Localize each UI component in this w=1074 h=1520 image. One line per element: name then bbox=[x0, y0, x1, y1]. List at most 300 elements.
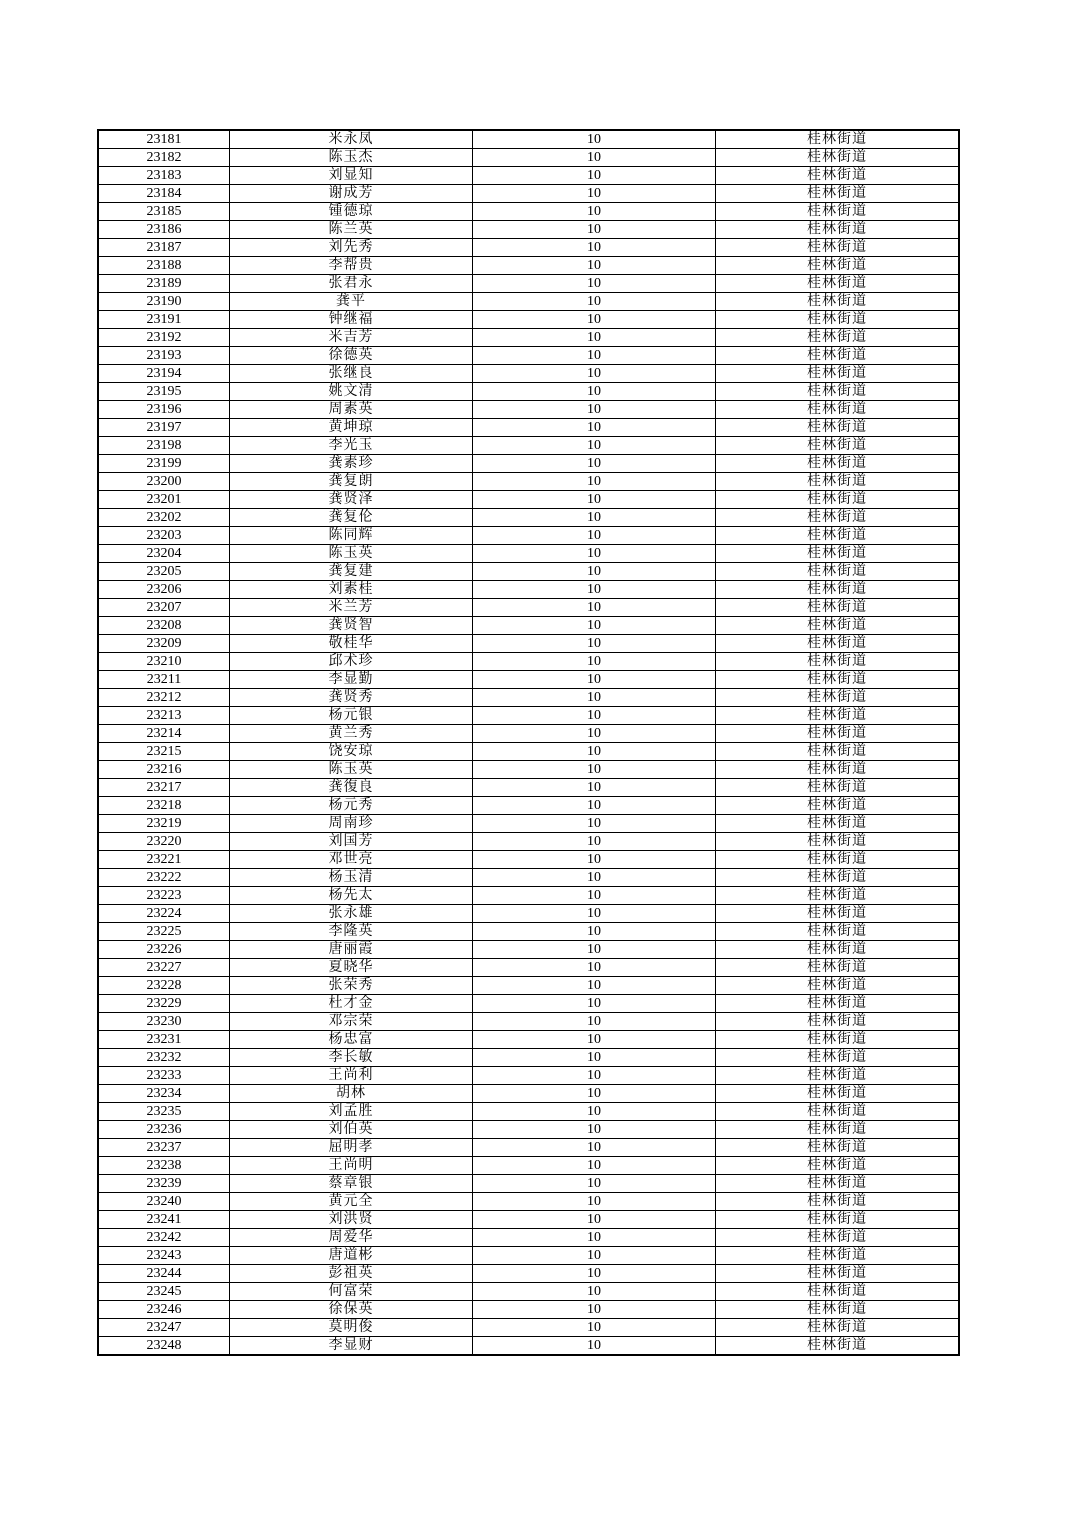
table-row bbox=[98, 1031, 959, 1049]
table-row bbox=[98, 761, 959, 779]
table-row bbox=[98, 581, 959, 599]
person-name-cell: 王尚明 bbox=[230, 1157, 473, 1175]
table-row bbox=[98, 437, 959, 455]
row-number-cell: 23214 bbox=[98, 725, 230, 743]
row-number-cell: 23196 bbox=[98, 401, 230, 419]
amount-cell: 10 bbox=[473, 689, 716, 707]
table-row bbox=[98, 743, 959, 761]
person-name-cell: 龚復良 bbox=[230, 779, 473, 797]
street-area-cell: 桂林街道 bbox=[716, 455, 960, 473]
street-area-cell: 桂林街道 bbox=[716, 959, 960, 977]
person-name-cell: 杨玉清 bbox=[230, 869, 473, 887]
person-name-cell: 锺德琼 bbox=[230, 203, 473, 221]
roster-table-body bbox=[98, 130, 959, 1355]
amount-cell: 10 bbox=[473, 923, 716, 941]
person-name-cell: 屈明孝 bbox=[230, 1139, 473, 1157]
row-number-cell: 23221 bbox=[98, 851, 230, 869]
amount-cell: 10 bbox=[473, 167, 716, 185]
amount-cell: 10 bbox=[473, 239, 716, 257]
row-number-cell: 23184 bbox=[98, 185, 230, 203]
amount-cell: 10 bbox=[473, 1265, 716, 1283]
person-name-cell: 饶安琼 bbox=[230, 743, 473, 761]
row-number-cell: 23192 bbox=[98, 329, 230, 347]
row-number-cell: 23212 bbox=[98, 689, 230, 707]
person-name-cell: 龚平 bbox=[230, 293, 473, 311]
row-number-cell: 23194 bbox=[98, 365, 230, 383]
person-name-cell: 张永雄 bbox=[230, 905, 473, 923]
row-number-cell: 23217 bbox=[98, 779, 230, 797]
amount-cell: 10 bbox=[473, 1157, 716, 1175]
street-area-cell: 桂林街道 bbox=[716, 941, 960, 959]
table-row bbox=[98, 275, 959, 293]
amount-cell: 10 bbox=[473, 527, 716, 545]
amount-cell: 10 bbox=[473, 1193, 716, 1211]
row-number-cell: 23241 bbox=[98, 1211, 230, 1229]
street-area-cell: 桂林街道 bbox=[716, 329, 960, 347]
street-area-cell: 桂林街道 bbox=[716, 923, 960, 941]
person-name-cell: 彭祖英 bbox=[230, 1265, 473, 1283]
row-number-cell: 23225 bbox=[98, 923, 230, 941]
table-row bbox=[98, 599, 959, 617]
amount-cell: 10 bbox=[473, 1319, 716, 1337]
table-row bbox=[98, 1067, 959, 1085]
person-name-cell: 李隆英 bbox=[230, 923, 473, 941]
street-area-cell: 桂林街道 bbox=[716, 905, 960, 923]
person-name-cell: 李显勤 bbox=[230, 671, 473, 689]
street-area-cell: 桂林街道 bbox=[716, 509, 960, 527]
amount-cell: 10 bbox=[473, 1301, 716, 1319]
amount-cell: 10 bbox=[473, 599, 716, 617]
person-name-cell: 刘显知 bbox=[230, 167, 473, 185]
amount-cell: 10 bbox=[473, 185, 716, 203]
table-row bbox=[98, 257, 959, 275]
street-area-cell: 桂林街道 bbox=[716, 689, 960, 707]
row-number-cell: 23245 bbox=[98, 1283, 230, 1301]
amount-cell: 10 bbox=[473, 707, 716, 725]
amount-cell: 10 bbox=[473, 959, 716, 977]
table-row bbox=[98, 977, 959, 995]
person-name-cell: 陈玉英 bbox=[230, 545, 473, 563]
row-number-cell: 23188 bbox=[98, 257, 230, 275]
table-row bbox=[98, 329, 959, 347]
table-row bbox=[98, 851, 959, 869]
street-area-cell: 桂林街道 bbox=[716, 185, 960, 203]
table-row bbox=[98, 239, 959, 257]
row-number-cell: 23203 bbox=[98, 527, 230, 545]
street-area-cell: 桂林街道 bbox=[716, 347, 960, 365]
person-name-cell: 周爱华 bbox=[230, 1229, 473, 1247]
table-row bbox=[98, 1085, 959, 1103]
table-row bbox=[98, 293, 959, 311]
street-area-cell: 桂林街道 bbox=[716, 653, 960, 671]
street-area-cell: 桂林街道 bbox=[716, 1121, 960, 1139]
table-row bbox=[98, 959, 959, 977]
street-area-cell: 桂林街道 bbox=[716, 1229, 960, 1247]
person-name-cell: 龚贤智 bbox=[230, 617, 473, 635]
person-name-cell: 敬桂华 bbox=[230, 635, 473, 653]
street-area-cell: 桂林街道 bbox=[716, 1193, 960, 1211]
person-name-cell: 唐道彬 bbox=[230, 1247, 473, 1265]
person-name-cell: 李光玉 bbox=[230, 437, 473, 455]
table-row bbox=[98, 1175, 959, 1193]
amount-cell: 10 bbox=[473, 491, 716, 509]
table-row bbox=[98, 1103, 959, 1121]
person-name-cell: 龚贤秀 bbox=[230, 689, 473, 707]
person-name-cell: 陈兰英 bbox=[230, 221, 473, 239]
amount-cell: 10 bbox=[473, 203, 716, 221]
street-area-cell: 桂林街道 bbox=[716, 1283, 960, 1301]
row-number-cell: 23216 bbox=[98, 761, 230, 779]
table-row bbox=[98, 1319, 959, 1337]
person-name-cell: 黄兰秀 bbox=[230, 725, 473, 743]
table-row bbox=[98, 383, 959, 401]
person-name-cell: 米永凤 bbox=[230, 130, 473, 149]
amount-cell: 10 bbox=[473, 455, 716, 473]
street-area-cell: 桂林街道 bbox=[716, 851, 960, 869]
amount-cell: 10 bbox=[473, 905, 716, 923]
table-row bbox=[98, 527, 959, 545]
street-area-cell: 桂林街道 bbox=[716, 1301, 960, 1319]
row-number-cell: 23243 bbox=[98, 1247, 230, 1265]
amount-cell: 10 bbox=[473, 995, 716, 1013]
amount-cell: 10 bbox=[473, 815, 716, 833]
person-name-cell: 龚复建 bbox=[230, 563, 473, 581]
person-name-cell: 刘素桂 bbox=[230, 581, 473, 599]
row-number-cell: 23208 bbox=[98, 617, 230, 635]
street-area-cell: 桂林街道 bbox=[716, 311, 960, 329]
amount-cell: 10 bbox=[473, 1175, 716, 1193]
street-area-cell: 桂林街道 bbox=[716, 167, 960, 185]
street-area-cell: 桂林街道 bbox=[716, 635, 960, 653]
street-area-cell: 桂林街道 bbox=[716, 527, 960, 545]
table-row bbox=[98, 401, 959, 419]
street-area-cell: 桂林街道 bbox=[716, 545, 960, 563]
row-number-cell: 23227 bbox=[98, 959, 230, 977]
row-number-cell: 23219 bbox=[98, 815, 230, 833]
street-area-cell: 桂林街道 bbox=[716, 995, 960, 1013]
person-name-cell: 唐丽霞 bbox=[230, 941, 473, 959]
person-name-cell: 李长敏 bbox=[230, 1049, 473, 1067]
street-area-cell: 桂林街道 bbox=[716, 761, 960, 779]
street-area-cell: 桂林街道 bbox=[716, 1265, 960, 1283]
amount-cell: 10 bbox=[473, 509, 716, 527]
table-row bbox=[98, 995, 959, 1013]
street-area-cell: 桂林街道 bbox=[716, 221, 960, 239]
table-row bbox=[98, 1247, 959, 1265]
street-area-cell: 桂林街道 bbox=[716, 1085, 960, 1103]
amount-cell: 10 bbox=[473, 347, 716, 365]
amount-cell: 10 bbox=[473, 725, 716, 743]
row-number-cell: 23229 bbox=[98, 995, 230, 1013]
table-row bbox=[98, 707, 959, 725]
row-number-cell: 23228 bbox=[98, 977, 230, 995]
row-number-cell: 23238 bbox=[98, 1157, 230, 1175]
amount-cell: 10 bbox=[473, 977, 716, 995]
amount-cell: 10 bbox=[473, 545, 716, 563]
amount-cell: 10 bbox=[473, 1031, 716, 1049]
amount-cell: 10 bbox=[473, 887, 716, 905]
amount-cell: 10 bbox=[473, 329, 716, 347]
row-number-cell: 23198 bbox=[98, 437, 230, 455]
person-name-cell: 周南珍 bbox=[230, 815, 473, 833]
amount-cell: 10 bbox=[473, 1103, 716, 1121]
street-area-cell: 桂林街道 bbox=[716, 1103, 960, 1121]
person-name-cell: 黄坤琼 bbox=[230, 419, 473, 437]
table-row bbox=[98, 1229, 959, 1247]
row-number-cell: 23181 bbox=[98, 130, 230, 149]
row-number-cell: 23191 bbox=[98, 311, 230, 329]
table-row bbox=[98, 203, 959, 221]
person-name-cell: 何富荣 bbox=[230, 1283, 473, 1301]
person-name-cell: 刘国芳 bbox=[230, 833, 473, 851]
amount-cell: 10 bbox=[473, 1049, 716, 1067]
row-number-cell: 23210 bbox=[98, 653, 230, 671]
table-row bbox=[98, 185, 959, 203]
row-number-cell: 23183 bbox=[98, 167, 230, 185]
street-area-cell: 桂林街道 bbox=[716, 293, 960, 311]
person-name-cell: 杨忠富 bbox=[230, 1031, 473, 1049]
street-area-cell: 桂林街道 bbox=[716, 1139, 960, 1157]
person-name-cell: 张荣秀 bbox=[230, 977, 473, 995]
person-name-cell: 王尚利 bbox=[230, 1067, 473, 1085]
row-number-cell: 23182 bbox=[98, 149, 230, 167]
person-name-cell: 李帮贵 bbox=[230, 257, 473, 275]
row-number-cell: 23211 bbox=[98, 671, 230, 689]
street-area-cell: 桂林街道 bbox=[716, 671, 960, 689]
table-row bbox=[98, 887, 959, 905]
person-name-cell: 龚复伦 bbox=[230, 509, 473, 527]
street-area-cell: 桂林街道 bbox=[716, 707, 960, 725]
person-name-cell: 刘先秀 bbox=[230, 239, 473, 257]
row-number-cell: 23248 bbox=[98, 1337, 230, 1356]
row-number-cell: 23247 bbox=[98, 1319, 230, 1337]
amount-cell: 10 bbox=[473, 635, 716, 653]
row-number-cell: 23200 bbox=[98, 473, 230, 491]
amount-cell: 10 bbox=[473, 743, 716, 761]
amount-cell: 10 bbox=[473, 869, 716, 887]
amount-cell: 10 bbox=[473, 581, 716, 599]
row-number-cell: 23209 bbox=[98, 635, 230, 653]
row-number-cell: 23236 bbox=[98, 1121, 230, 1139]
row-number-cell: 23205 bbox=[98, 563, 230, 581]
row-number-cell: 23213 bbox=[98, 707, 230, 725]
street-area-cell: 桂林街道 bbox=[716, 779, 960, 797]
amount-cell: 10 bbox=[473, 833, 716, 851]
person-name-cell: 陈玉杰 bbox=[230, 149, 473, 167]
amount-cell: 10 bbox=[473, 437, 716, 455]
table-row bbox=[98, 509, 959, 527]
amount-cell: 10 bbox=[473, 563, 716, 581]
street-area-cell: 桂林街道 bbox=[716, 1013, 960, 1031]
amount-cell: 10 bbox=[473, 1229, 716, 1247]
street-area-cell: 桂林街道 bbox=[716, 130, 960, 149]
person-name-cell: 张君永 bbox=[230, 275, 473, 293]
table-row bbox=[98, 563, 959, 581]
row-number-cell: 23185 bbox=[98, 203, 230, 221]
row-number-cell: 23234 bbox=[98, 1085, 230, 1103]
amount-cell: 10 bbox=[473, 130, 716, 149]
table-row bbox=[98, 419, 959, 437]
amount-cell: 10 bbox=[473, 1283, 716, 1301]
table-row bbox=[98, 941, 959, 959]
row-number-cell: 23232 bbox=[98, 1049, 230, 1067]
table-row bbox=[98, 905, 959, 923]
row-number-cell: 23231 bbox=[98, 1031, 230, 1049]
person-name-cell: 徐保英 bbox=[230, 1301, 473, 1319]
table-row bbox=[98, 1121, 959, 1139]
person-name-cell: 刘洪贤 bbox=[230, 1211, 473, 1229]
person-name-cell: 邱术珍 bbox=[230, 653, 473, 671]
amount-cell: 10 bbox=[473, 1121, 716, 1139]
amount-cell: 10 bbox=[473, 275, 716, 293]
person-name-cell: 杨先太 bbox=[230, 887, 473, 905]
street-area-cell: 桂林街道 bbox=[716, 725, 960, 743]
street-area-cell: 桂林街道 bbox=[716, 833, 960, 851]
person-name-cell: 谢成芳 bbox=[230, 185, 473, 203]
row-number-cell: 23193 bbox=[98, 347, 230, 365]
street-area-cell: 桂林街道 bbox=[716, 977, 960, 995]
table-row bbox=[98, 311, 959, 329]
person-name-cell: 莫明俊 bbox=[230, 1319, 473, 1337]
row-number-cell: 23204 bbox=[98, 545, 230, 563]
table-row bbox=[98, 653, 959, 671]
person-name-cell: 徐德英 bbox=[230, 347, 473, 365]
row-number-cell: 23240 bbox=[98, 1193, 230, 1211]
table-row bbox=[98, 1211, 959, 1229]
amount-cell: 10 bbox=[473, 851, 716, 869]
amount-cell: 10 bbox=[473, 221, 716, 239]
person-name-cell: 胡林 bbox=[230, 1085, 473, 1103]
street-area-cell: 桂林街道 bbox=[716, 1157, 960, 1175]
person-name-cell: 邓宗荣 bbox=[230, 1013, 473, 1031]
street-area-cell: 桂林街道 bbox=[716, 491, 960, 509]
street-area-cell: 桂林街道 bbox=[716, 581, 960, 599]
table-row bbox=[98, 149, 959, 167]
table-row bbox=[98, 635, 959, 653]
amount-cell: 10 bbox=[473, 797, 716, 815]
amount-cell: 10 bbox=[473, 257, 716, 275]
amount-cell: 10 bbox=[473, 473, 716, 491]
street-area-cell: 桂林街道 bbox=[716, 1319, 960, 1337]
amount-cell: 10 bbox=[473, 1247, 716, 1265]
table-row bbox=[98, 815, 959, 833]
row-number-cell: 23242 bbox=[98, 1229, 230, 1247]
table-row bbox=[98, 130, 959, 149]
street-area-cell: 桂林街道 bbox=[716, 1211, 960, 1229]
amount-cell: 10 bbox=[473, 365, 716, 383]
row-number-cell: 23222 bbox=[98, 869, 230, 887]
amount-cell: 10 bbox=[473, 653, 716, 671]
street-area-cell: 桂林街道 bbox=[716, 797, 960, 815]
street-area-cell: 桂林街道 bbox=[716, 401, 960, 419]
person-name-cell: 蔡章银 bbox=[230, 1175, 473, 1193]
street-area-cell: 桂林街道 bbox=[716, 149, 960, 167]
street-area-cell: 桂林街道 bbox=[716, 1031, 960, 1049]
table-row bbox=[98, 1337, 959, 1356]
table-row bbox=[98, 455, 959, 473]
person-name-cell: 邓世亮 bbox=[230, 851, 473, 869]
street-area-cell: 桂林街道 bbox=[716, 365, 960, 383]
row-number-cell: 23215 bbox=[98, 743, 230, 761]
table-row bbox=[98, 1301, 959, 1319]
amount-cell: 10 bbox=[473, 941, 716, 959]
row-number-cell: 23244 bbox=[98, 1265, 230, 1283]
table-row bbox=[98, 923, 959, 941]
amount-cell: 10 bbox=[473, 1211, 716, 1229]
street-area-cell: 桂林街道 bbox=[716, 815, 960, 833]
amount-cell: 10 bbox=[473, 293, 716, 311]
row-number-cell: 23233 bbox=[98, 1067, 230, 1085]
row-number-cell: 23190 bbox=[98, 293, 230, 311]
row-number-cell: 23195 bbox=[98, 383, 230, 401]
row-number-cell: 23189 bbox=[98, 275, 230, 293]
row-number-cell: 23223 bbox=[98, 887, 230, 905]
person-name-cell: 刘伯英 bbox=[230, 1121, 473, 1139]
amount-cell: 10 bbox=[473, 617, 716, 635]
person-name-cell: 钟继福 bbox=[230, 311, 473, 329]
street-area-cell: 桂林街道 bbox=[716, 1337, 960, 1356]
table-row bbox=[98, 617, 959, 635]
table-row bbox=[98, 221, 959, 239]
amount-cell: 10 bbox=[473, 401, 716, 419]
street-area-cell: 桂林街道 bbox=[716, 617, 960, 635]
amount-cell: 10 bbox=[473, 1139, 716, 1157]
table-row bbox=[98, 1049, 959, 1067]
row-number-cell: 23226 bbox=[98, 941, 230, 959]
row-number-cell: 23235 bbox=[98, 1103, 230, 1121]
amount-cell: 10 bbox=[473, 1085, 716, 1103]
person-name-cell: 龚素珍 bbox=[230, 455, 473, 473]
person-name-cell: 夏晓华 bbox=[230, 959, 473, 977]
street-area-cell: 桂林街道 bbox=[716, 887, 960, 905]
table-row bbox=[98, 797, 959, 815]
person-name-cell: 龚复朗 bbox=[230, 473, 473, 491]
street-area-cell: 桂林街道 bbox=[716, 275, 960, 293]
table-row bbox=[98, 347, 959, 365]
row-number-cell: 23224 bbox=[98, 905, 230, 923]
street-area-cell: 桂林街道 bbox=[716, 473, 960, 491]
table-row bbox=[98, 1265, 959, 1283]
street-area-cell: 桂林街道 bbox=[716, 419, 960, 437]
table-row bbox=[98, 167, 959, 185]
person-name-cell: 张继良 bbox=[230, 365, 473, 383]
row-number-cell: 23187 bbox=[98, 239, 230, 257]
table-row bbox=[98, 473, 959, 491]
person-name-cell: 刘孟胜 bbox=[230, 1103, 473, 1121]
amount-cell: 10 bbox=[473, 311, 716, 329]
person-name-cell: 杜才金 bbox=[230, 995, 473, 1013]
amount-cell: 10 bbox=[473, 1013, 716, 1031]
person-name-cell: 杨元银 bbox=[230, 707, 473, 725]
row-number-cell: 23207 bbox=[98, 599, 230, 617]
table-row bbox=[98, 545, 959, 563]
table-row bbox=[98, 671, 959, 689]
person-name-cell: 米吉芳 bbox=[230, 329, 473, 347]
person-name-cell: 杨元秀 bbox=[230, 797, 473, 815]
table-row bbox=[98, 689, 959, 707]
row-number-cell: 23202 bbox=[98, 509, 230, 527]
row-number-cell: 23199 bbox=[98, 455, 230, 473]
table-row bbox=[98, 491, 959, 509]
table-row bbox=[98, 1013, 959, 1031]
amount-cell: 10 bbox=[473, 779, 716, 797]
table-row bbox=[98, 1193, 959, 1211]
person-name-cell: 米兰芳 bbox=[230, 599, 473, 617]
person-name-cell: 李显财 bbox=[230, 1337, 473, 1356]
row-number-cell: 23218 bbox=[98, 797, 230, 815]
person-name-cell: 陈同辉 bbox=[230, 527, 473, 545]
street-area-cell: 桂林街道 bbox=[716, 383, 960, 401]
